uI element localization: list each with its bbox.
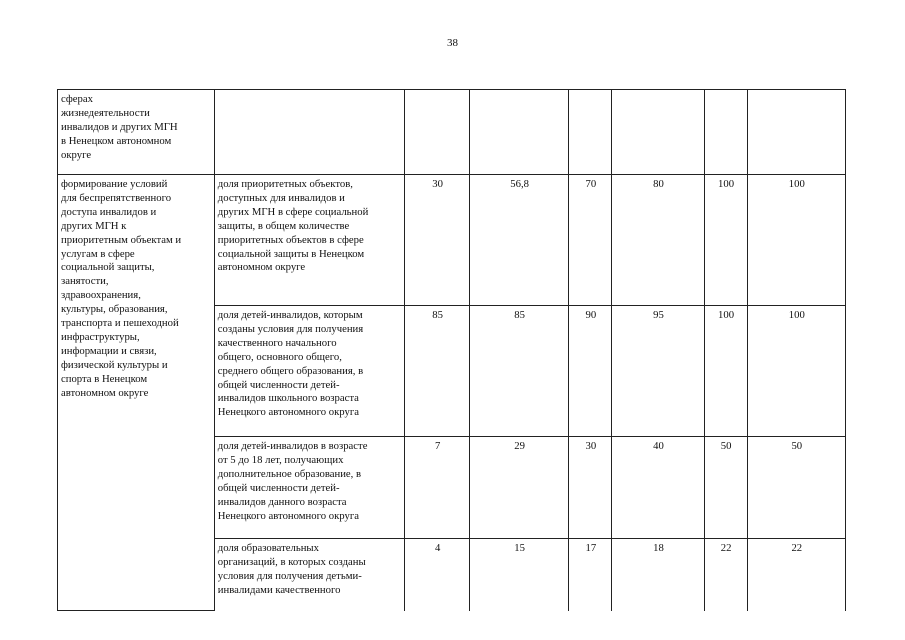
empty-cell	[405, 90, 470, 175]
indicator-cell: доля детей-инвалидов, которым созданы условия для получения качественного начального общего, основного общего, среднего общего образования, в общей численности детей- инвалидов школьного возраста Ненецкого автономного округа	[214, 306, 405, 437]
value-cell: 22	[704, 539, 747, 611]
value-cell: 50	[747, 437, 845, 539]
value-cell: 80	[612, 175, 704, 306]
table-row	[58, 175, 846, 306]
value-cell: 70	[569, 175, 612, 306]
value-cell: 17	[569, 539, 612, 611]
value-cell: 7	[405, 437, 470, 539]
value-cell: 100	[747, 175, 845, 306]
empty-cell	[612, 90, 704, 175]
empty-cell	[747, 90, 845, 175]
indicators-table	[57, 89, 846, 611]
indicator-cell: доля образовательных организаций, в которых созданы условия для получения детьми- инвалидами качественного	[214, 539, 405, 611]
value-cell: 100	[704, 306, 747, 437]
indicator-cell: доля детей-инвалидов в возрасте от 5 до 18 лет, получающих дополнительное образование, в общей численности детей- инвалидов данного возраста Ненецкого автономного округа	[214, 437, 405, 539]
value-cell: 40	[612, 437, 704, 539]
value-cell: 15	[469, 539, 568, 611]
continuation-text-cell: сферах жизнедеятельности инвалидов и других МГН в Ненецком автономном округе	[58, 90, 215, 175]
value-cell: 85	[405, 306, 470, 437]
empty-cell	[704, 90, 747, 175]
value-cell: 4	[405, 539, 470, 611]
empty-cell	[569, 90, 612, 175]
value-cell: 50	[704, 437, 747, 539]
indicator-cell: доля приоритетных объектов, доступных для инвалидов и других МГН в сфере социальной защиты, в общем количестве приоритетных объектов в сфере социальной защиты в Ненецком автономном округе	[214, 175, 405, 306]
empty-cell	[469, 90, 568, 175]
value-cell: 85	[469, 306, 568, 437]
value-cell: 29	[469, 437, 568, 539]
value-cell: 100	[704, 175, 747, 306]
empty-cell	[214, 90, 405, 175]
value-cell: 90	[569, 306, 612, 437]
task-cell: формирование условий для беспрепятственного доступа инвалидов и других МГН к приоритетным объектам и услугам в сфере социальной защиты, занятости, здравоохранения, культуры, образования, транспорта и пешеходной инфраструктуры, информации и связи, физической культуры и спорта в Ненецком автономном округе	[58, 175, 215, 611]
value-cell: 95	[612, 306, 704, 437]
value-cell: 30	[405, 175, 470, 306]
value-cell: 100	[747, 306, 845, 437]
table-row-continuation	[58, 90, 846, 175]
value-cell: 30	[569, 437, 612, 539]
value-cell: 18	[612, 539, 704, 611]
value-cell: 56,8	[469, 175, 568, 306]
page-number: 38	[447, 37, 458, 49]
value-cell: 22	[747, 539, 845, 611]
